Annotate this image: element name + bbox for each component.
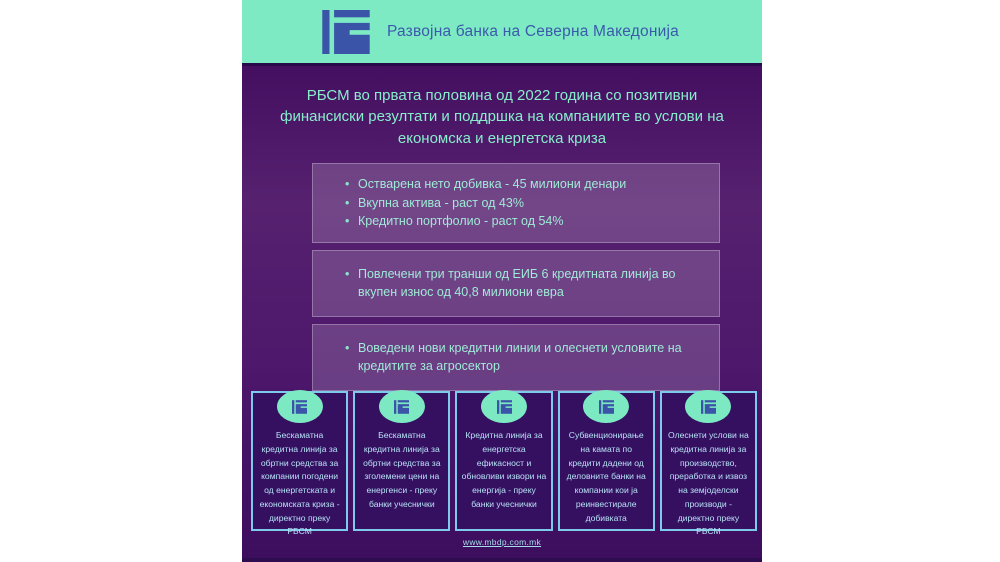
highlights-box-agro	[312, 324, 720, 391]
program-cards-row	[251, 391, 757, 537]
bullet-item: • Вкупна актива - раст од 43%	[345, 194, 693, 213]
bank-logo-badge	[277, 390, 323, 423]
bullet-item: • Повлечени три транши од ЕИБ 6 кредитната линија во вкупен износ од 40,8 милиони евра	[345, 265, 693, 302]
card-text: Кредитна линија за енергетска ефикасност и обновливи извори на енергија - преку банки учеснички	[461, 430, 547, 509]
card-text: Бескаматна кредитна линија за обртни средства за зголемени цени на енергенси - преку банки учеснички	[363, 430, 441, 509]
footer	[242, 532, 762, 550]
body-panel	[242, 66, 762, 562]
page-title: РБСМ во првата половина од 2022 година со позитивни финансиски резултати и поддршка на компаниите во услови на економска и енергетска криза	[280, 87, 724, 147]
bank-logo-icon	[599, 400, 614, 414]
bank-logo-badge	[379, 390, 425, 423]
program-card-interest-free-direct	[251, 391, 348, 537]
bank-logo-icon	[394, 400, 409, 414]
program-card-energy-efficiency	[455, 391, 552, 531]
bank-logo-badge	[583, 390, 629, 423]
highlights-box-results	[312, 163, 720, 243]
header-bar	[242, 0, 762, 66]
bullet-item: • Кредитно портфолио - раст од 54%	[345, 212, 693, 231]
program-card-agriculture	[660, 391, 757, 537]
card-text: Субвенционирање на камата по кредити дадени од деловните банки на компании кои ја реинвестирале добивката	[566, 430, 646, 523]
card-text: Олеснети услови на кредитна линија за производство, преработка и извоз на земјоделски производи - директно преку РБСМ	[668, 430, 749, 537]
bank-name: Развојна банка на Северна Македонија	[387, 22, 679, 40]
bullet-item: • Воведени нови кредитни линии и олеснети условите на кредитите за агросектор	[345, 339, 693, 376]
program-card-interest-free-banks	[353, 391, 450, 531]
website-link[interactable]: www.mbdp.com.mk	[462, 537, 542, 547]
bank-logo-icon	[292, 400, 307, 414]
highlights-box-eib	[312, 250, 720, 317]
bank-logo-badge	[685, 390, 731, 423]
bank-logo-badge	[481, 390, 527, 423]
bank-logo-icon	[701, 400, 716, 414]
bank-logo-icon	[322, 10, 370, 54]
bullet-item: • Остварена нето добивка - 45 милиони денари	[345, 175, 693, 194]
bank-logo-icon	[497, 400, 512, 414]
content-area	[242, 0, 762, 562]
program-card-interest-subsidy	[558, 391, 655, 531]
highlights-section	[312, 163, 720, 391]
card-text: Бескаматна кредитна линија за обртни средства за компании погодени од енергетската и економската криза - директно преку РБСМ	[259, 430, 340, 537]
